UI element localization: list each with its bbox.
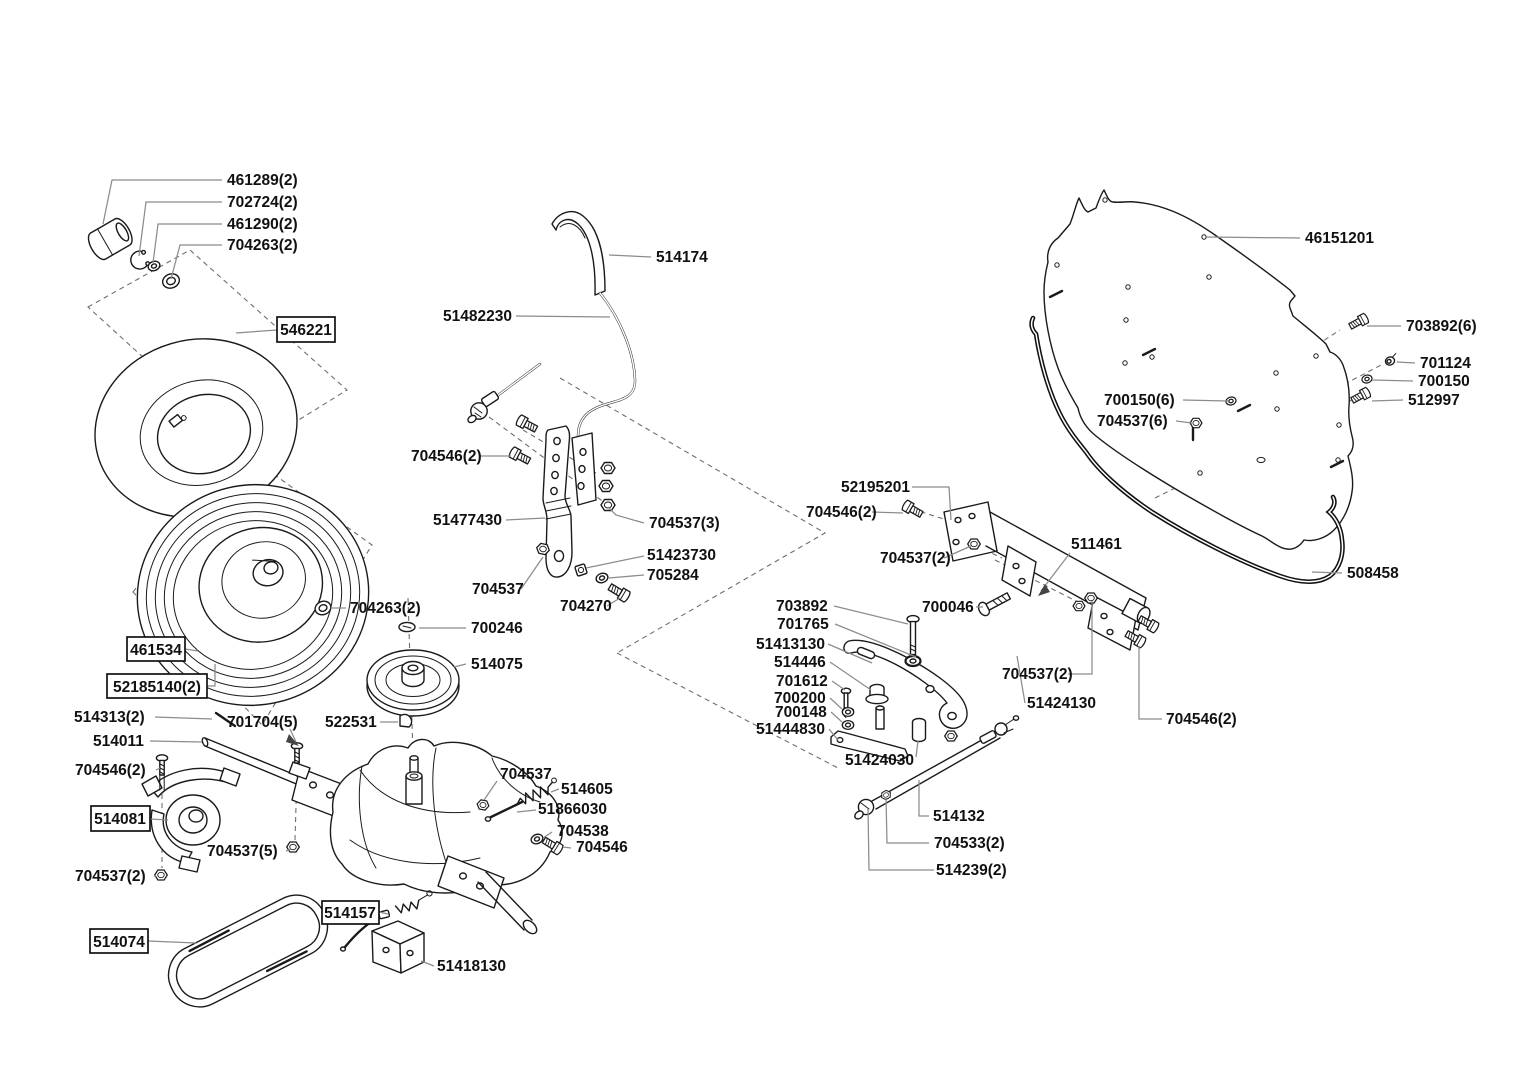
part-label: 704533(2) [934, 835, 1005, 852]
bearing-hanger-drawing [142, 755, 240, 880]
part-label: 704546(2) [411, 448, 482, 465]
part-label: 51424130 [1027, 695, 1096, 712]
part-label: 700148 [775, 704, 827, 721]
part-label: 700150 [1418, 373, 1470, 390]
part-label: 702724(2) [227, 194, 298, 211]
pulley-drawing [367, 622, 459, 727]
linkage-drawing [831, 616, 967, 761]
part-label: 461290(2) [227, 216, 298, 233]
part-label: 51866030 [538, 801, 607, 818]
part-label: 700246 [471, 620, 523, 637]
part-label: 703892(6) [1406, 318, 1477, 335]
part-label: 704270 [560, 598, 612, 615]
support-bar-drawing [901, 500, 1160, 650]
part-label: 705284 [647, 567, 699, 584]
part-label: 704537(5) [207, 843, 278, 860]
part-label: 512997 [1408, 392, 1460, 409]
part-label: 514132 [933, 808, 985, 825]
part-label: 701124 [1420, 355, 1471, 372]
part-label: 700046 [922, 599, 974, 616]
part-label-boxed [322, 901, 379, 924]
svg-text:514074: 514074 [93, 934, 145, 951]
part-label: 514174 [656, 249, 708, 266]
svg-text:546221: 546221 [280, 322, 332, 339]
part-label: 704546(2) [806, 504, 877, 521]
part-label: 51444830 [756, 721, 825, 738]
part-label: 704538 [557, 823, 609, 840]
svg-text:514157: 514157 [324, 905, 376, 922]
part-label: 51482230 [443, 308, 512, 325]
part-label: 514313(2) [74, 709, 145, 726]
part-label: 522531 [325, 714, 377, 731]
part-label: 700200 [774, 690, 826, 707]
part-label: 704546(2) [1166, 711, 1237, 728]
part-label: 51413130 [756, 636, 825, 653]
part-label: 701704(5) [227, 714, 298, 731]
svg-text:514081: 514081 [94, 811, 146, 828]
part-label: 46151201 [1305, 230, 1374, 247]
part-label: 704537(3) [649, 515, 720, 532]
part-label: 704537(2) [880, 550, 951, 567]
part-label: 514239(2) [936, 862, 1007, 879]
svg-text:461534: 461534 [130, 642, 182, 659]
part-label: 704537(2) [75, 868, 146, 885]
hub-bearing-parts [85, 216, 182, 291]
part-label: 701612 [776, 673, 828, 690]
part-label: 514075 [471, 656, 523, 673]
part-label-boxed [127, 637, 185, 661]
part-label: 704546 [576, 839, 628, 856]
part-label: 704537(2) [1002, 666, 1073, 683]
part-label: 704263(2) [227, 237, 298, 254]
part-label: 52195201 [841, 479, 910, 496]
part-label: 704546(2) [75, 762, 146, 779]
part-label: 514446 [774, 654, 826, 671]
drawing [74, 190, 1399, 1017]
part-label: 704263(2) [350, 600, 421, 617]
belt-drawing [158, 885, 338, 1017]
part-label: 51477430 [433, 512, 502, 529]
part-label-boxed [90, 929, 148, 953]
part-label: 703892 [776, 598, 828, 615]
part-label: 51423730 [647, 547, 716, 564]
part-label-boxed [107, 674, 207, 698]
svg-text:52185140(2): 52185140(2) [113, 679, 201, 696]
part-label: 51418130 [437, 958, 506, 975]
leader-arrowhead [1038, 584, 1050, 596]
part-label: 514605 [561, 781, 613, 798]
part-label: 704537 [472, 581, 524, 598]
part-label-boxed [277, 317, 335, 342]
part-label-boxed [91, 806, 150, 831]
part-label: 700150(6) [1104, 392, 1175, 409]
part-label: 461289(2) [227, 172, 298, 189]
part-label: 511461 [1071, 536, 1122, 553]
transmission-drawing [201, 713, 564, 936]
part-label: 508458 [1347, 565, 1399, 582]
part-label: 51424030 [845, 752, 914, 769]
part-label: 514011 [93, 733, 144, 750]
part-label: 701765 [777, 616, 829, 633]
part-label: 704537(6) [1097, 413, 1168, 430]
part-label: 704537 [500, 766, 552, 783]
